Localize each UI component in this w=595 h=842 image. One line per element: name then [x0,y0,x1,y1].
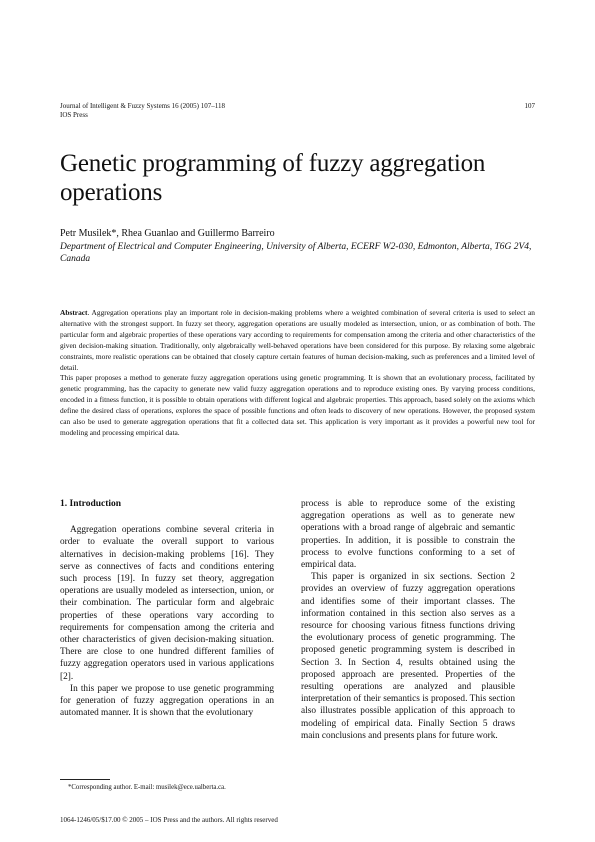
body-paragraph: This paper is organized in six sections. Section 2 provides an overview of fuzzy aggregation operations and identifies some of their important classes. The information contained in this section also serves as a resource for choosing various fitness functions driving the evolutionary process of genetic programming. The proposed genetic programming system is described in Section 3. In Section 4, results obtained using the proposed approach are presented. Properties of the resulting operations are analyzed and plausible interpretation of their semantics is proposed. This section also illustrates possible application of this approach to modeling of empirical data. Finally Section 5 draws main conclusions and presents plans for future work. [301,572,515,741]
right-column [301,498,515,742]
abstract [60,308,535,439]
body-paragraph: In this paper we propose to use genetic programming for generation of fuzzy aggregation operations in an automated manner. It is shown that the evolutionary [60,683,274,719]
journal-citation: Journal of Intelligent & Fuzzy Systems 16 (2005) 107–118 [60,102,225,110]
page-number: 107 [524,102,535,110]
footnote-rule [60,779,110,780]
body-paragraph: Aggregation operations combine several criteria in order to evaluate the overall support to various alternatives in decision-making problems [16]. They serve as connectives of facts and conditions entering such process [19]. In fuzzy set theory, aggregation operations are usually modeled as intersection, union, or their combination. The particular form and algebraic properties of these operations vary according to requirements for compensation among the criteria and other characteristics of given decision-making situation. There are close to one hundred different families of fuzzy aggregation operators used in various applications [2]. [60,525,274,682]
publisher: IOS Press [60,111,88,119]
section-heading: 1. Introduction [60,499,122,509]
author-affiliation: Department of Electrical and Computer Engineering, University of Alberta, ECERF W2-030, Edmonton, Alberta, T6G 2V4, Canada [60,242,532,264]
abstract-label: Abstract [60,308,88,317]
copyright-footer: 1064-1246/05/$17.00 © 2005 – IOS Press and the authors. All rights reserved [60,816,278,824]
author-list: Petr Musilek*, Rhea Guanlao and Guillermo Barreiro [60,228,275,239]
paper-title: Genetic programming of fuzzy aggregation operations [60,150,486,206]
abstract-paragraph-2: This paper proposes a method to generate fuzzy aggregation operations using genetic programming. It is shown that an evolutionary process, facilitated by genetic programming, has the capacity to generate new valid fuzzy aggregation operations and to reproduce existing ones. By varying process conditions, encoded in a fitness function, it is possible to obtain operations with different logical and algebraic properties. This approach, based solely on the axioms which define the desired class of operations, explores the space of possible functions and often leads to discovery of new operations. However, the proposed system can also be used to generate aggregation operations that fit a collected data set. This application is very important as it provides a powerful new tool for modeling and processing empirical data. [60,373,535,437]
left-column [60,498,274,719]
abstract-paragraph-1: Abstract. Aggregation operations play an important role in decision-making problems where a weighted combination of several criteria is used to select an alternative with the strongest support. In fuzzy set theory, aggregation operations are usually modeled as intersection, union, or as combination of both. The particular form and algebraic properties of these operations vary according to requirements for compensation among the criteria and other characteristics of the given decision-making situation. Traditionally, only algebraically well-behaved operations have been considered for this purpose. By relaxing some algebraic constraints, more realistic operations can be obtained that closely capture certain features of human decision-making, such as preferences and a limited level of detail. [60,308,535,372]
body-paragraph: process is able to reproduce some of the existing aggregation operations as well as to generate new operations with a broad range of algebraic and semantic properties. In addition, it is possible to constrain the process to evolve functions conforming to a set of empirical data. [301,499,515,571]
footnote: *Corresponding author. E-mail: musilek@ece.ualberta.ca. [68,784,226,791]
